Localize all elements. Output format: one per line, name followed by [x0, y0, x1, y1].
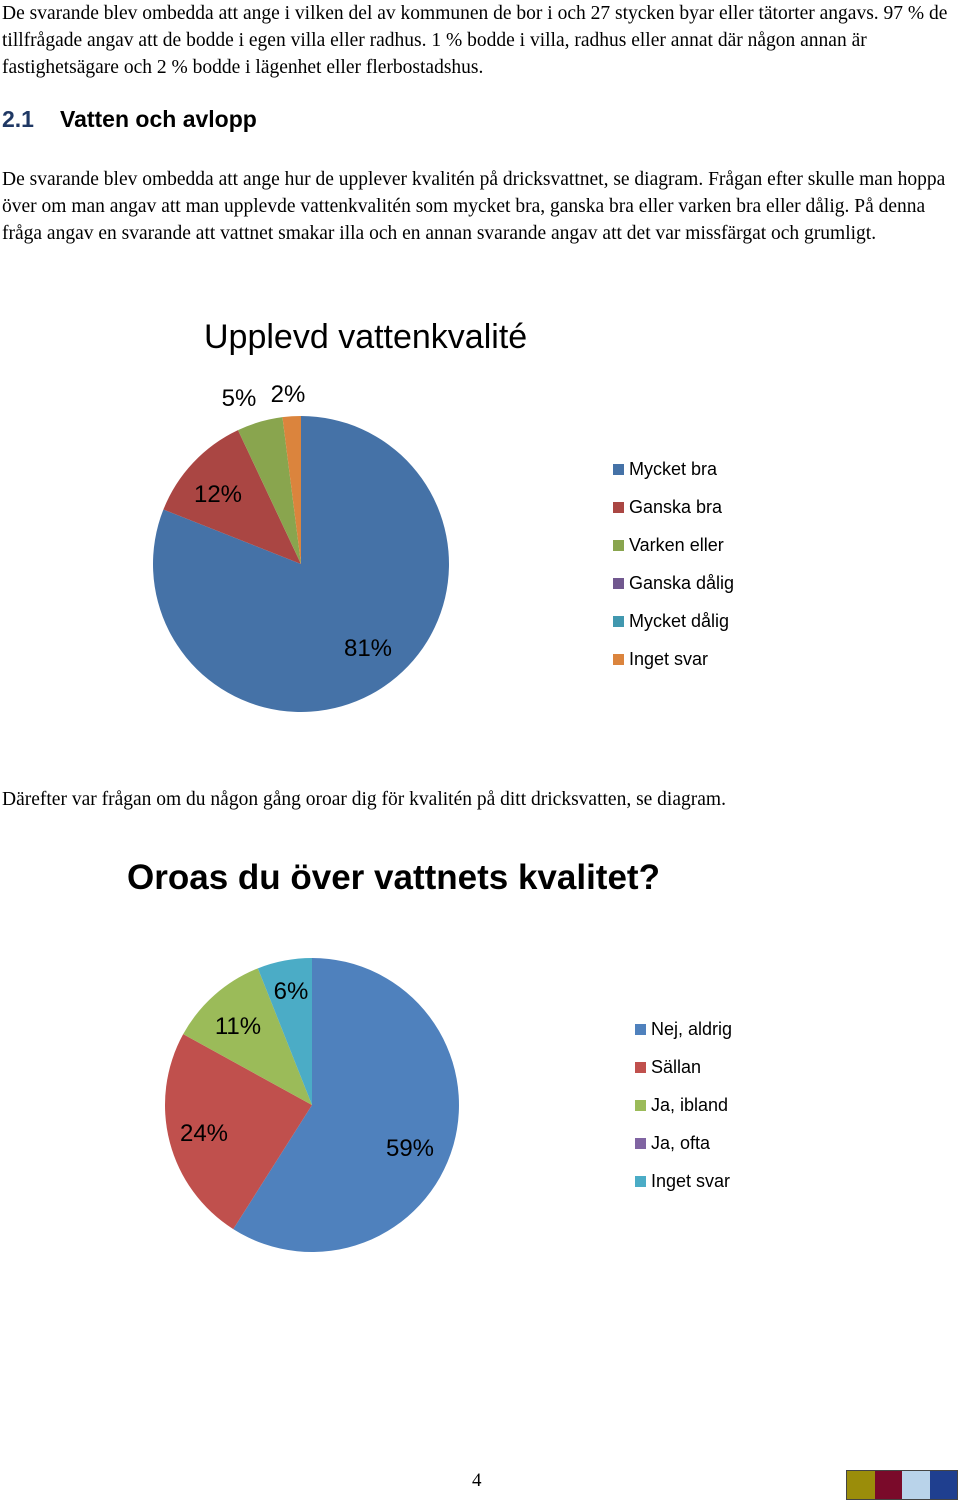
legend-swatch [635, 1176, 646, 1187]
chart1-legend-item [613, 648, 734, 686]
chart2-label-inget-svar: 6% [273, 978, 309, 1005]
legend-swatch [635, 1062, 646, 1073]
chart1-legend-item [613, 534, 734, 572]
chart2-legend-item [635, 1170, 732, 1208]
legend-swatch [613, 540, 624, 551]
footer-color-bar [846, 1470, 958, 1500]
legend-swatch [635, 1100, 646, 1111]
chart1-label-mycket-bra: 81% [343, 635, 393, 662]
legend-swatch [613, 654, 624, 665]
body-paragraph-2: Därefter var frågan om du någon gång oroar dig för kvalitén på ditt dricksvatten, se diagram. [2, 789, 726, 810]
body-paragraph-1: De svarande blev ombedda att ange hur de upplever kvalitén på dricksvattnet, se diagram. Frågan efter skulle man hoppa över om man angav att man upplevde vattenkvalitén som mycket bra, ganska bra eller varken bra eller dålig. På denna fråga angav en svarande att vattnet smakar illa och en annan svarande angav att det var missfärgat och grumligt. [2, 169, 946, 244]
chart1-legend-item [613, 610, 734, 648]
page-number: 4 [472, 1470, 482, 1491]
chart2-label-ja-ibland: 11% [214, 1013, 262, 1040]
footer-swatch [902, 1471, 930, 1499]
section-title: Vatten och avlopp [60, 106, 257, 132]
chart2-legend-item [635, 1018, 732, 1056]
legend-label: Mycket dålig [629, 611, 730, 631]
legend-swatch [613, 578, 624, 589]
chart1-label-inget-svar: 2% [270, 381, 306, 408]
legend-label: Ja, ofta [651, 1133, 711, 1153]
chart2-title: Oroas du över vattnets kvalitet? [127, 858, 660, 897]
legend-label: Sällan [651, 1057, 702, 1077]
legend-swatch [613, 616, 624, 627]
legend-label: Ganska bra [629, 497, 723, 517]
chart1-legend [613, 458, 734, 686]
chart2-legend [635, 1018, 732, 1208]
footer-swatch [875, 1471, 903, 1499]
intro-paragraph: De svarande blev ombedda att ange i vilken del av kommunen de bor i och 27 stycken byar eller tätorter angavs. 97 % de tillfrågade angav att de bodde i egen villa eller radhus. 1 % bodde i villa, radhus eller annat där någon annan är fastighetsägare och 2 % bodde i lägenhet eller flerbostadshus. [2, 3, 948, 78]
legend-swatch [613, 502, 624, 513]
legend-swatch [613, 464, 624, 475]
legend-swatch [635, 1024, 646, 1035]
legend-label: Inget svar [629, 649, 709, 669]
chart2-legend-item [635, 1094, 732, 1132]
chart1-title: Upplevd vattenkvalité [204, 318, 528, 356]
legend-label: Nej, aldrig [651, 1019, 733, 1039]
chart2-legend-item [635, 1056, 732, 1094]
legend-swatch [635, 1138, 646, 1149]
footer-swatch [847, 1471, 875, 1499]
legend-label: Mycket bra [629, 459, 718, 479]
chart2-label-nej-aldrig: 59% [385, 1135, 435, 1162]
chart1-label-ganska-bra: 12% [193, 481, 243, 508]
chart1-legend-item [613, 496, 734, 534]
legend-label: Varken eller [629, 535, 724, 555]
section-number: 2.1 [2, 106, 34, 132]
footer-swatch [930, 1471, 958, 1499]
chart2-legend-item [635, 1132, 732, 1170]
chart1-legend-item [613, 458, 734, 496]
chart2-label-sallan: 24% [179, 1120, 229, 1147]
chart1-legend-item [613, 572, 734, 610]
chart1-label-varken-eller: 5% [221, 385, 257, 412]
legend-label: Inget svar [651, 1171, 731, 1191]
legend-label: Ganska dålig [629, 573, 735, 593]
legend-label: Ja, ibland [651, 1095, 729, 1115]
